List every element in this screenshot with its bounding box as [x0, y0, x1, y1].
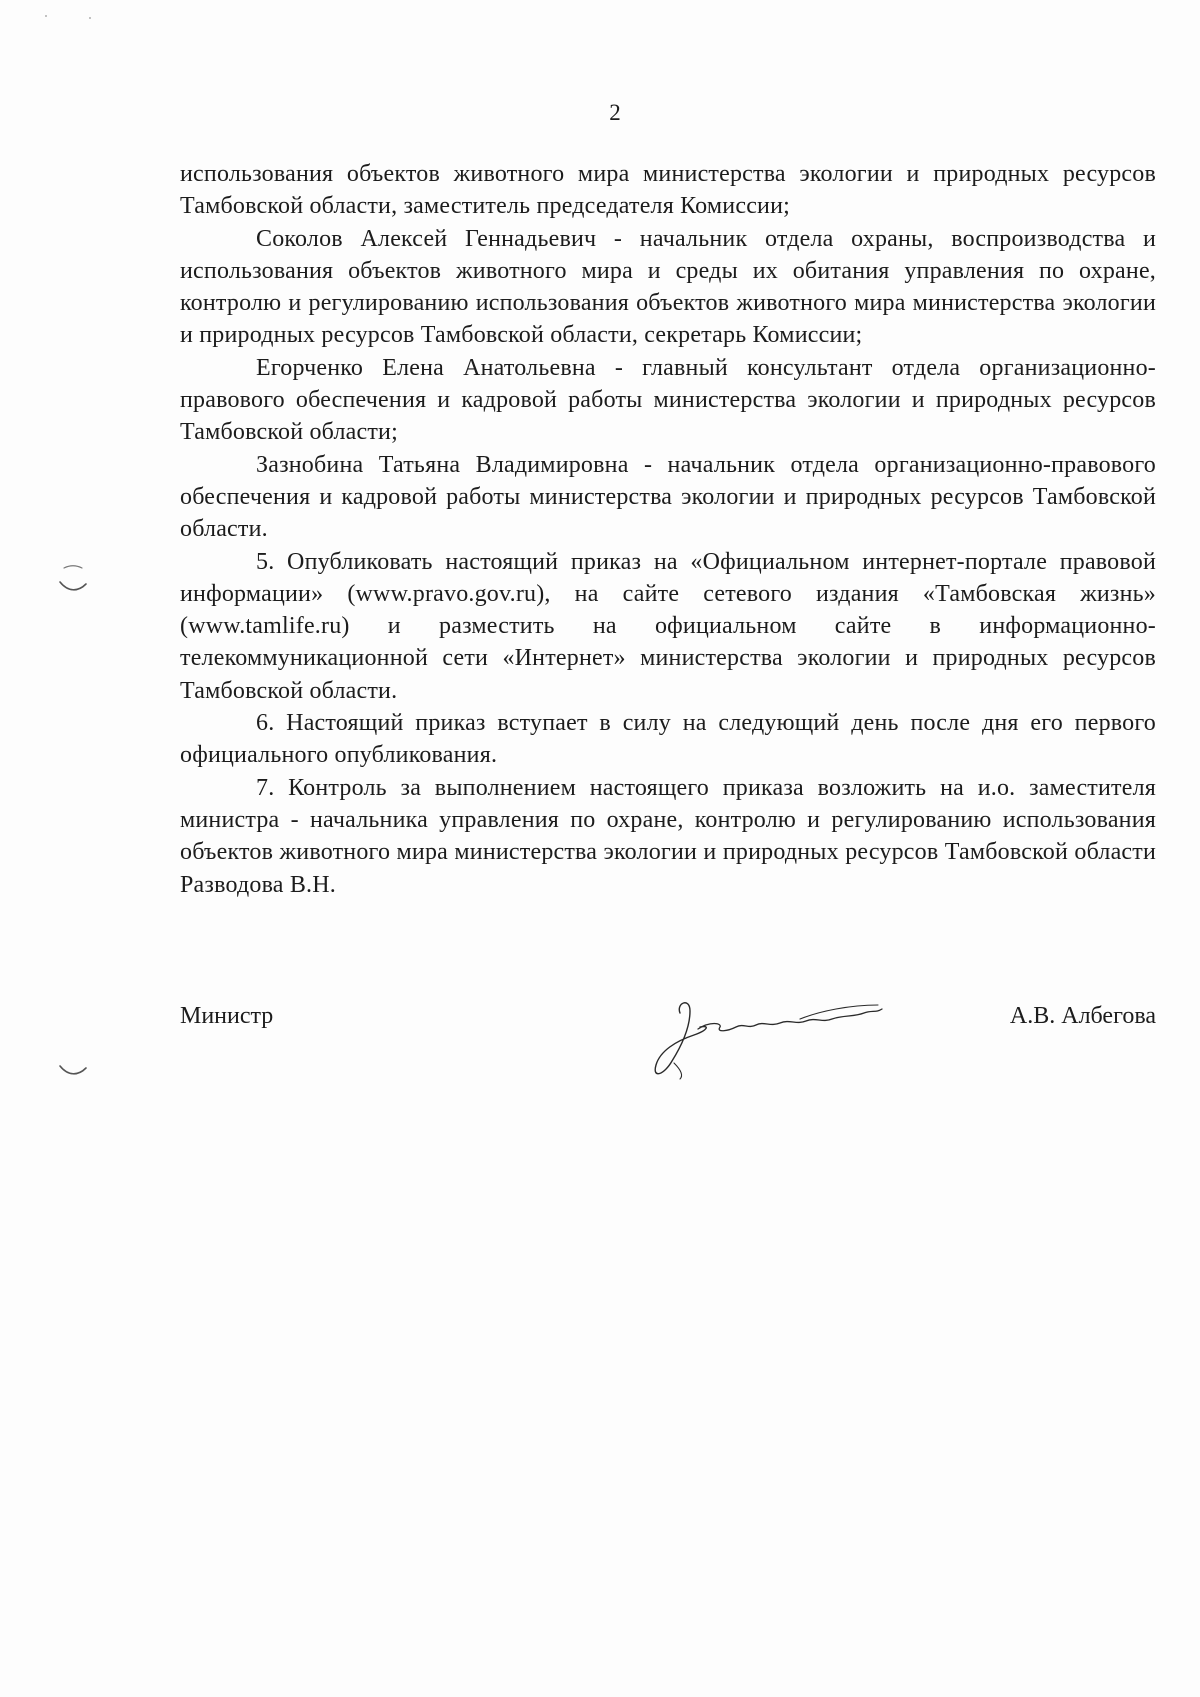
paragraph-item-6-effective-date: 6. Настоящий приказ вступает в силу на следующий день после дня его первого официального опубликования. — [180, 710, 1156, 769]
signatory-name: А.В. Албегова — [1009, 1003, 1156, 1029]
page-number: 2 — [609, 100, 621, 125]
document-body — [180, 158, 1156, 901]
punch-hole-mark-lower — [58, 1064, 88, 1078]
handwritten-signature — [650, 975, 910, 1085]
signatory-title: Министр — [180, 1003, 274, 1029]
paragraph-commission-secretary: Соколов Алексей Геннадьевич - начальник отдела охраны, воспроизводства и использования объектов животного мира и среды их обитания управления по охране, контролю и регулированию использования объектов животного мира министерства экологии и природных ресурсов Тамбовской области, секретарь Комиссии; — [180, 225, 1156, 349]
punch-hole-mark-upper — [58, 580, 88, 594]
punch-hole-mark-top-edge — [58, 560, 88, 574]
scan-artifact-dots — [42, 10, 102, 22]
paragraph-commission-member-zaznobina: Зазнобина Татьяна Владимировна - начальник отдела организационно-правового обеспечения и кадровой работы министерства экологии и природных ресурсов Тамбовской области. — [180, 451, 1156, 543]
paragraph-commission-vice-chair: использования объектов животного мира министерства экологии и природных ресурсов Тамбовской области, заместитель председателя Комиссии; — [180, 161, 1156, 220]
paragraph-commission-member-egorchenko: Егорченко Елена Анатольевна - главный консультант отдела организационно-правового обеспечения и кадровой работы министерства экологии и природных ресурсов Тамбовской области; — [180, 354, 1156, 446]
paragraph-item-7-control: 7. Контроль за выполнением настоящего приказа возложить на и.о. заместителя министра - начальника управления по охране, контролю и регулированию использования объектов животного мира министерства экологии и природных ресурсов Тамбовской области Разводова В.Н. — [180, 774, 1156, 898]
paragraph-item-5-publication: 5. Опубликовать настоящий приказ на «Официальном интернет-портале правовой информации» (www.pravo.gov.ru), на сайте сетевого издания «Тамбовская жизнь» (www.tamlife.ru) и разместить на официальном сайте в информационно-телекоммуникационной сети «Интернет» министерства экологии и природных ресурсов Тамбовской области. — [180, 548, 1156, 704]
